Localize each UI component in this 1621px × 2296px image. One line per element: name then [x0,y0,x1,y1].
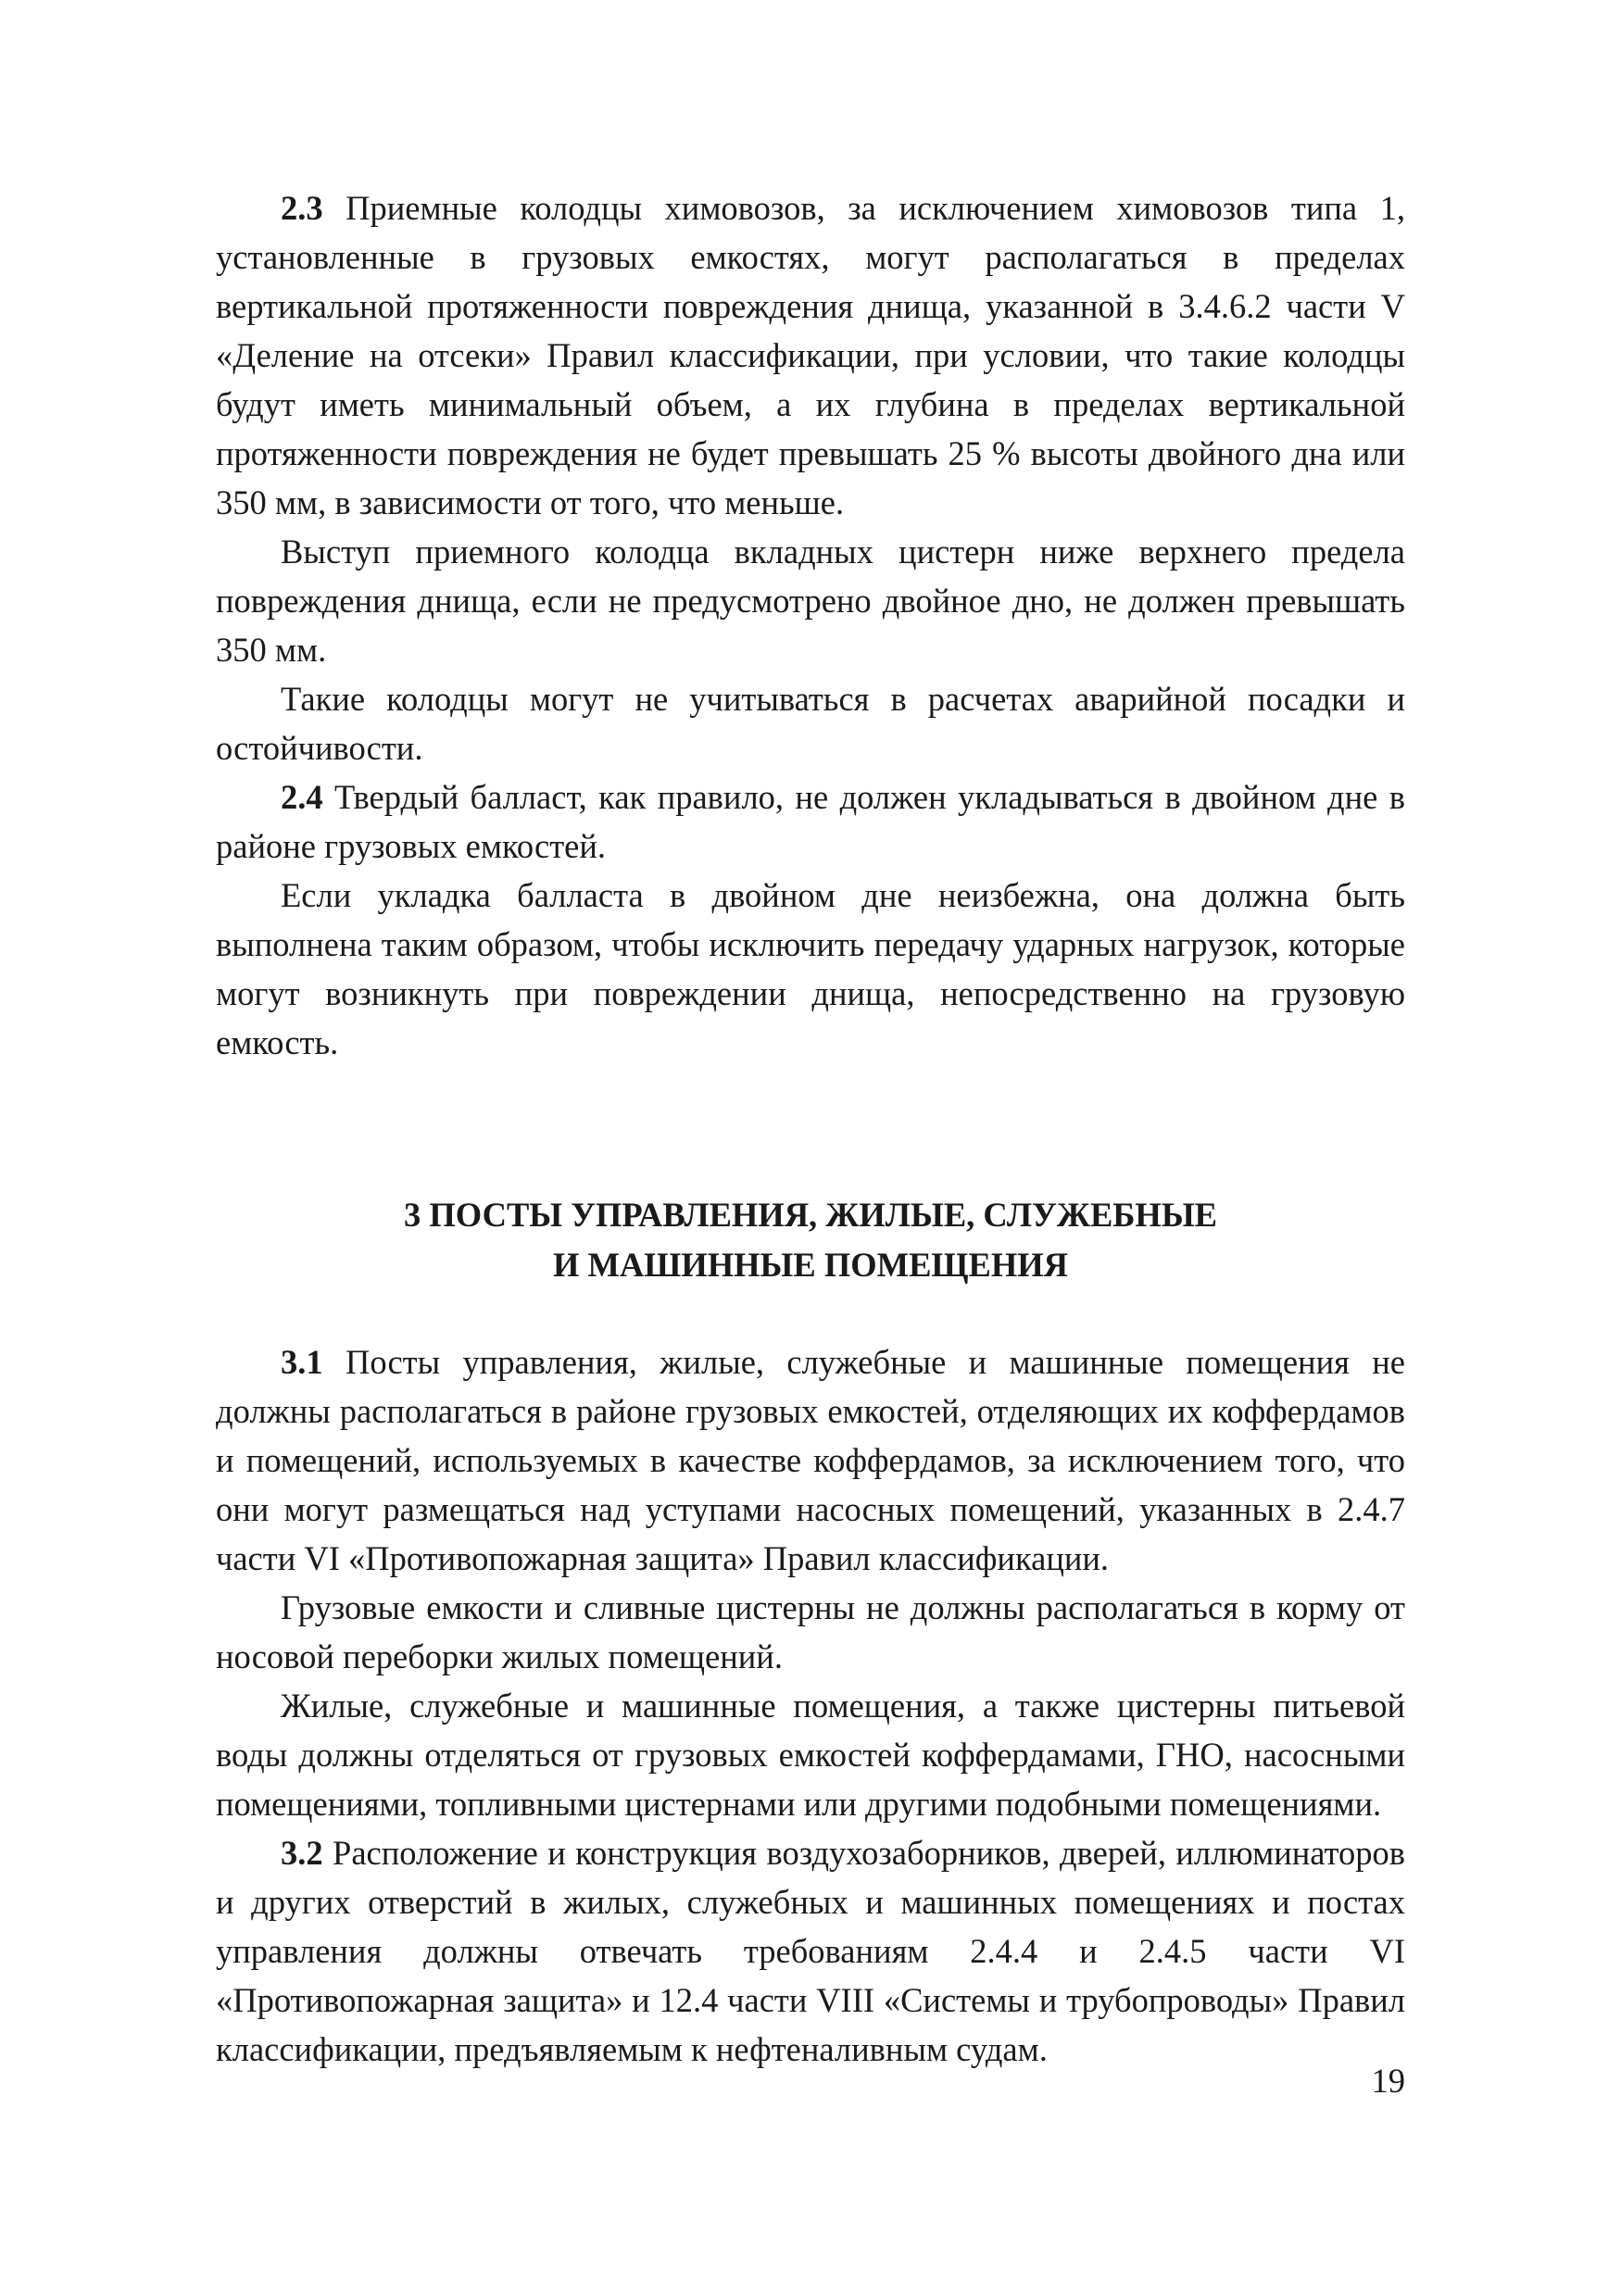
paragraph-text: Посты управления, жилые, служебные и машинные помещения не должны располагаться в районе грузовых емкостей, отделяющих их коффердамов и помещений, используемых в качестве коффердамов, за исключением того, что они могут размещаться над уступами насосных помещений, указанных в 2.4.7 части VI «Противопожарная защита» Правил классификации. [216,1343,1405,1577]
section-heading-line-1: 3 ПОСТЫ УПРАВЛЕНИЯ, ЖИЛЫЕ, СЛУЖЕБНЫЕ [403,1196,1217,1234]
paragraph-text: Жилые, служебные и машинные помещения, а также цистерны питьевой воды должны отделяться от грузовых емкостей коффердамами, ГНО, насосными помещениями, топливными цистернами или другими подобными помещениями. [216,1687,1405,1823]
paragraph-text: Расположение и конструкция воздухозаборников, дверей, иллюминаторов и других отверстий в жилых, служебных и машинных помещениях и постах управления должны отвечать требованиям 2.4.4 и 2.4.5 части VI «Противопожарная защита» и 12.4 части VIII «Системы и трубопроводы» Правил классификации, предъявляемым к нефтеналивным судам. [216,1834,1405,2068]
paragraph-ballast-placement [216,871,1405,1067]
paragraph-text: Приемные колодцы химовозов, за исключением химовозов типа 1, установленные в грузовых емкостях, могут располагаться в пределах вертикальной протяженности повреждения днища, указанной в 3.4.6.2 части V «Деление на отсеки» Правил классификации, при условии, что такие колодцы будут иметь минимальный объем, а их глубина в пределах вертикальной протяженности повреждения не будет превышать 25 % высоты двойного дна или 350 мм, в зависимости от того, что меньше. [216,189,1405,521]
paragraph-separation [216,1681,1405,1828]
paragraph-3-2 [216,1828,1405,2074]
page-number: 19 [1371,2062,1405,2100]
section-heading-line-2: И МАШИННЫЕ ПОМЕЩЕНИЯ [552,1246,1069,1284]
section-heading [216,1190,1405,1290]
paragraph-3-1 [216,1337,1405,1583]
paragraph-text: Такие колодцы могут не учитываться в расчетах аварийной посадки и остойчивости. [216,680,1405,767]
paragraph-sump-projection [216,527,1405,674]
paragraph-stability [216,674,1405,772]
document-page [216,183,1405,2074]
paragraph-text: Твердый балласт, как правило, не должен укладываться в двойном дне в районе грузовых емкостей. [216,778,1405,865]
paragraph-number: 2.3 [281,189,323,227]
paragraph-text: Выступ приемного колодца вкладных цистерн ниже верхнего предела повреждения днища, если не предусмотрено двойное дно, не должен превышать 350 мм. [216,533,1405,669]
paragraph-cargo-tanks-location [216,1583,1405,1681]
paragraph-number: 3.1 [281,1343,323,1381]
paragraph-number: 2.4 [281,778,323,816]
paragraph-2-3 [216,183,1405,527]
paragraph-2-4 [216,772,1405,871]
paragraph-text: Грузовые емкости и сливные цистерны не должны располагаться в корму от носовой переборки жилых помещений. [216,1588,1405,1675]
paragraph-text: Если укладка балласта в двойном дне неизбежна, она должна быть выполнена таким образом, чтобы исключить передачу ударных нагрузок, которые могут возникнуть при повреждении днища, непосредственно на грузовую емкость. [216,876,1405,1061]
paragraph-number: 3.2 [281,1834,323,1872]
